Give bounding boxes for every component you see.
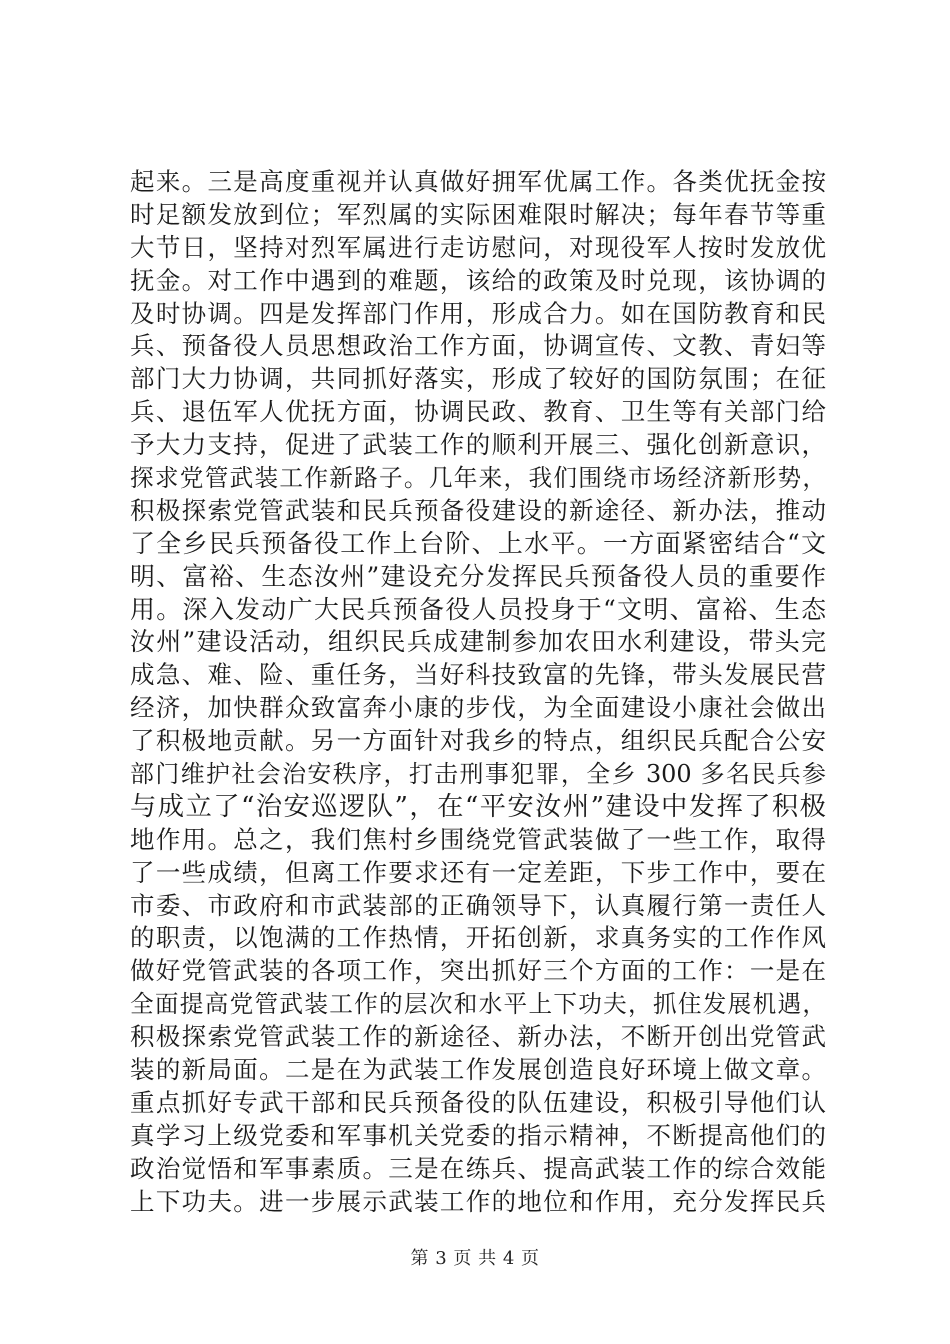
text-line: 兵、预备役人员思想政治工作方面，协调宣传、文教、青妇等 <box>130 331 826 361</box>
text-line: 起来。三是高度重视并认真做好拥军优属工作。各类优抚金按 <box>130 167 826 196</box>
text-line: 地作用。总之，我们焦村乡围绕党管武装做了一些工作，取得 <box>130 824 826 854</box>
text-line: 部门维护社会治安秩序，打击刑事犯罪，全乡 300 多名民兵参 <box>130 760 826 789</box>
text-line: 经济，加快群众致富奔小康的步伐，为全面建设小康社会做出 <box>130 693 826 723</box>
text-line: 抚金。对工作中遇到的难题，该给的政策及时兑现，该协调的 <box>130 265 826 295</box>
text-line: 及时协调。四是发挥部门作用，形成合力。如在国防教育和民 <box>130 298 826 328</box>
text-line: 重点抓好专武干部和民兵预备役的队伍建设，积极引导他们认 <box>130 1087 826 1117</box>
text-line: 上下功夫。进一步展示武装工作的地位和作用，充分发挥民兵 <box>130 1186 826 1216</box>
text-line: 部门大力协调，共同抓好落实，形成了较好的国防氛围；在征 <box>130 364 826 394</box>
text-line: 予大力支持，促进了武装工作的顺利开展三、强化创新意识， <box>130 430 826 460</box>
text-line: 市委、市政府和市武装部的正确领导下，认真履行第一责任人 <box>130 890 826 920</box>
text-line: 探求党管武装工作新路子。几年来，我们围绕市场经济新形势， <box>130 464 826 493</box>
text-line: 积极探索党管武装和民兵预备役建设的新途径、新办法，推动 <box>130 495 826 525</box>
text-line: 大节日，坚持对烈军属进行走访慰问，对现役军人按时发放优 <box>130 232 826 262</box>
text-line: 的职责，以饱满的工作热情，开拓创新，求真务实的工作作风 <box>130 923 826 953</box>
text-line: 全面提高党管武装工作的层次和水平上下功夫，抓住发展机遇， <box>130 990 826 1019</box>
text-line: 与成立了“治安巡逻队”，在“平安汝州”建设中发挥了积极 <box>130 791 826 822</box>
body-text <box>130 166 826 1219</box>
text-line: 了全乡民兵预备役工作上台阶、上水平。一方面紧密结合“文 <box>130 528 826 558</box>
page-footer: 第 3 页 共 4 页 <box>410 1248 540 1269</box>
text-line: 真学习上级党委和军事机关党委的指示精神，不断提高他们的 <box>130 1120 826 1150</box>
text-line: 汝州”建设活动，组织民兵成建制参加农田水利建设，带头完 <box>130 627 826 657</box>
text-line: 兵、退伍军人优抚方面，协调民政、教育、卫生等有关部门给 <box>130 397 826 427</box>
text-line: 做好党管武装的各项工作，突出抓好三个方面的工作：一是在 <box>130 956 826 986</box>
text-line: 装的新局面。二是在为武装工作发展创造良好环境上做文章。 <box>130 1055 826 1085</box>
text-line: 用。深入发动广大民兵预备役人员投身于“文明、富裕、生态 <box>130 594 826 624</box>
text-line: 积极探索党管武装工作的新途径、新办法，不断开创出党管武 <box>130 1022 826 1052</box>
text-line: 明、富裕、生态汝州”建设充分发挥民兵预备役人员的重要作 <box>130 561 826 591</box>
text-line: 了一些成绩，但离工作要求还有一定差距，下步工作中，要在 <box>130 857 826 887</box>
text-line: 成急、难、险、重任务，当好科技致富的先锋，带头发展民营 <box>130 660 826 690</box>
text-line: 了积极地贡献。另一方面针对我乡的特点，组织民兵配合公安 <box>130 726 826 756</box>
text-line: 时足额发放到位；军烈属的实际困难限时解决；每年春节等重 <box>130 199 826 229</box>
text-line: 政治觉悟和军事素质。三是在练兵、提高武装工作的综合效能 <box>130 1153 826 1183</box>
